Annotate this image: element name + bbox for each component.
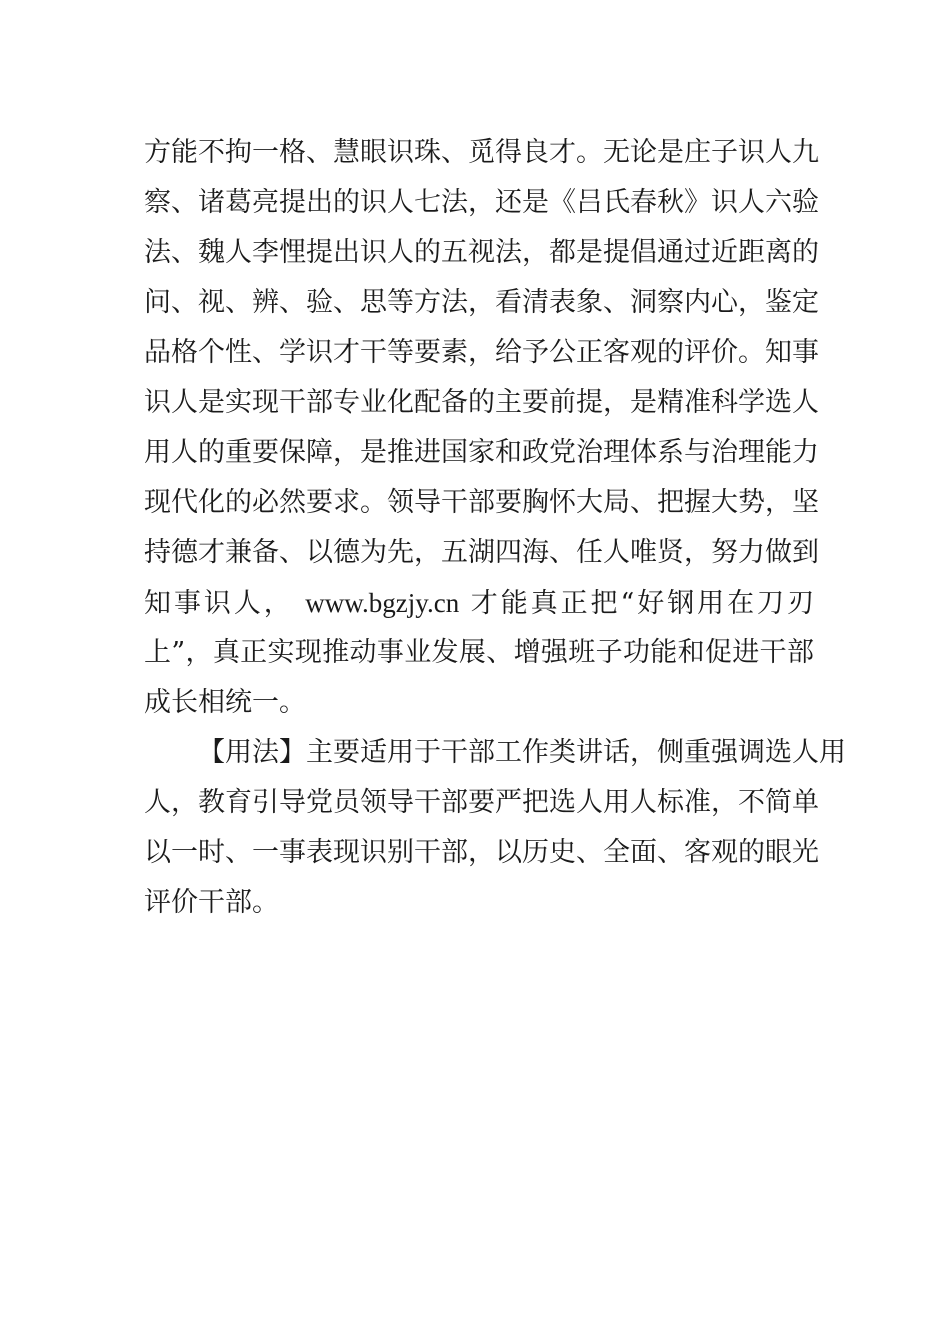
text-line: 持德才兼备、以德为先，五湖四海、任人唯贤，努力做到 [144,537,819,568]
text-line-with-url [144,578,814,628]
text-line: 方能不拘一格、慧眼识珠、觅得良才。无论是庄子识人九 [144,137,819,168]
text-line: 问、视、辨、验、思等方法，看清表象、洞察内心，鉴定 [144,287,819,318]
paragraph-usage [144,728,846,928]
text-line: 品格个性、学识才干等要素，给予公正客观的评价。知事 [144,337,819,368]
paragraph-main [144,128,819,728]
text-line: 成长相统一。 [144,687,306,718]
text-line: 法、魏人李悝提出识人的五视法，都是提倡通过近距离的 [144,237,819,268]
text-line: 用人的重要保障，是推进国家和政党治理体系与治理能力 [144,437,819,468]
website-url: www.bgzjy.cn [305,588,460,618]
text-line: 【用法】主要适用于干部工作类讲话，侧重强调选人用 [198,737,846,768]
text-line: 以一时、一事表现识别干部，以历史、全面、客观的眼光 [144,837,819,868]
text-line: 察、诸葛亮提出的识人七法，还是《吕氏春秋》识人六验 [144,187,819,218]
text-line: 现代化的必然要求。领导干部要胸怀大局、把握大势，坚 [144,487,819,518]
text-line: 识人是实现干部专业化配备的主要前提，是精准科学选人 [144,387,819,418]
text-segment: 才能真正把“好钢用在刀刃 [470,588,814,619]
text-line: 评价干部。 [144,887,279,918]
text-line: 人，教育引导党员领导干部要严把选人用人标准，不简单 [144,787,819,818]
text-segment: 知事识人， [144,588,294,619]
text-line: 上”，真正实现推动事业发展、增强班子功能和促进干部 [144,637,814,668]
